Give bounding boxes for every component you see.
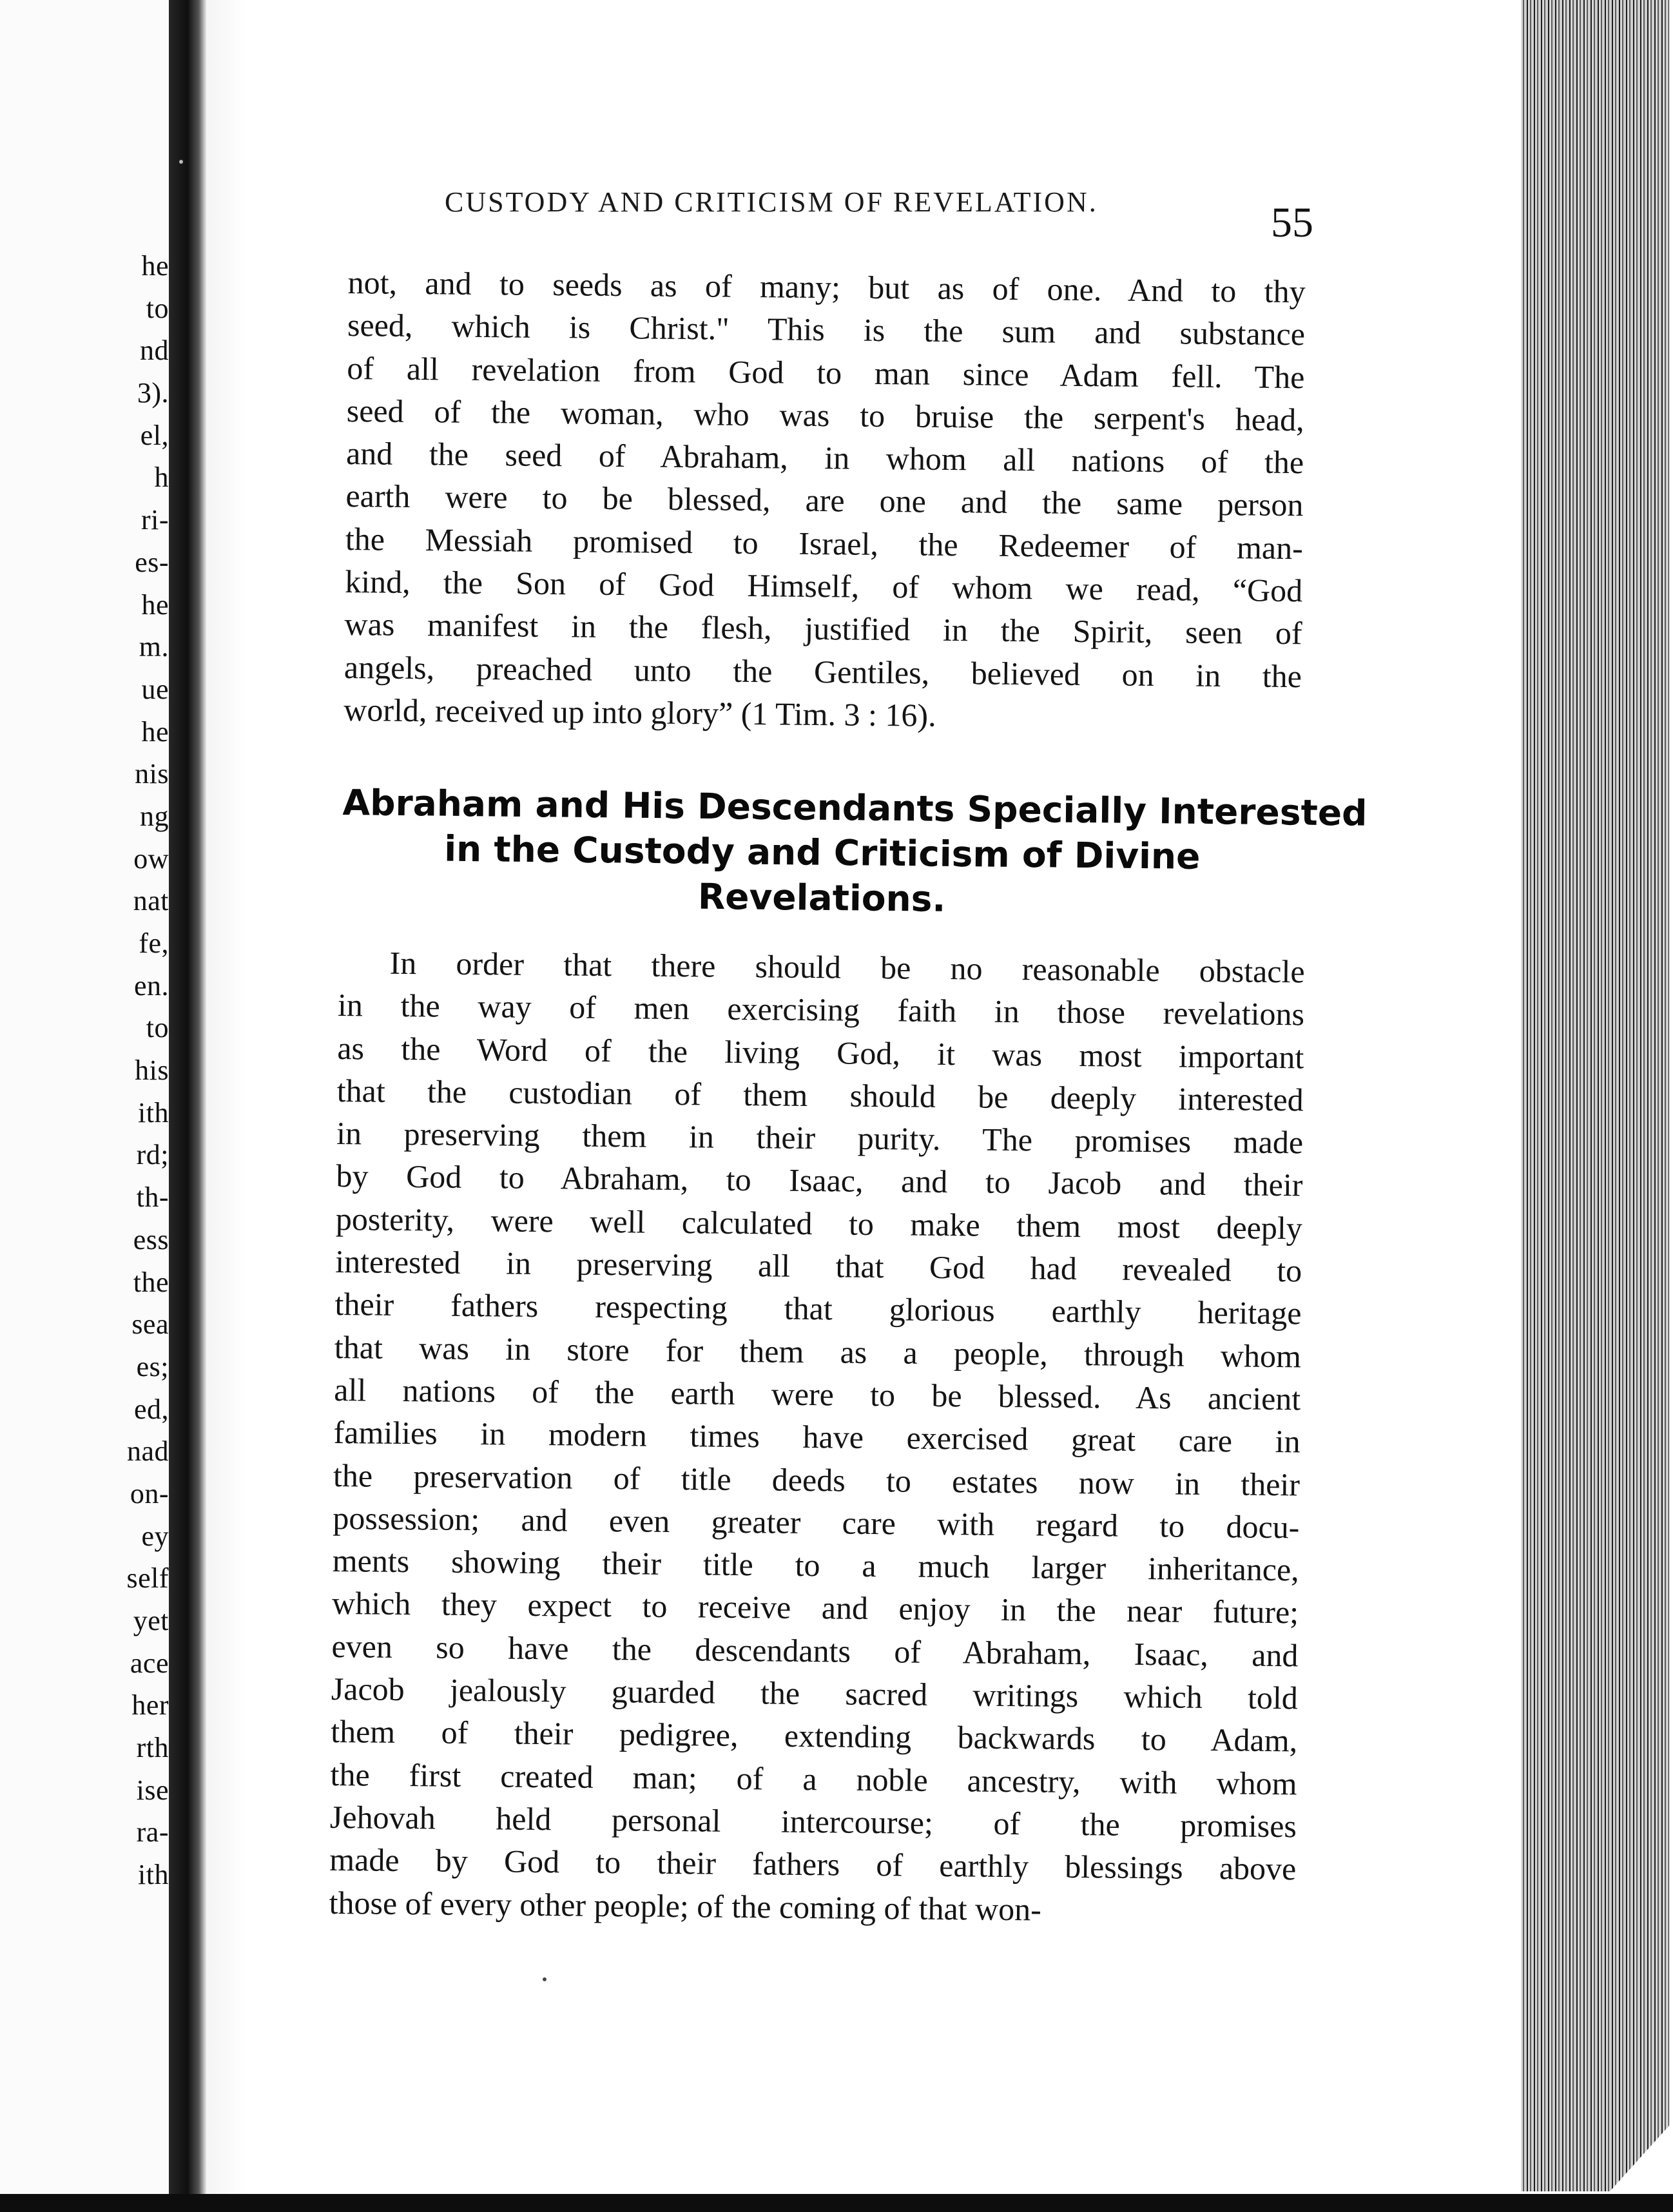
facing-page-fragment: ace — [130, 1647, 169, 1679]
text-line: earth were to be blessed, are one and the same person — [345, 478, 1304, 523]
text-line: and the seed of Abraham, in whom all nations of the — [345, 435, 1304, 481]
text-line: by God to Abraham, to Isaac, and to Jacob and their — [336, 1158, 1303, 1203]
text-line: seed of the woman, who was to bruise the serpent's head, — [346, 392, 1304, 438]
text-line: in preserving them in their purity. The promises made — [336, 1115, 1304, 1161]
facing-page-fragment: he — [141, 588, 169, 621]
text-line: Jacob jealously guarded the sacred writings which told — [331, 1670, 1299, 1716]
scan-bottom-border — [0, 2194, 1673, 2212]
text-line: possession; and even greater care with regard to docu- — [333, 1499, 1300, 1546]
facing-page-fragment: h — [154, 461, 169, 494]
facing-page-fragment: he — [141, 715, 169, 748]
text-line: seed, which is Christ." This is the sum and substance — [347, 307, 1306, 353]
facing-page-fragment: ri- — [140, 504, 169, 536]
facing-page-fragment: he — [141, 250, 169, 282]
text-line: Jehovah held personal intercourse; of the promises — [329, 1798, 1297, 1845]
facing-page-fragment: his — [135, 1054, 169, 1087]
facing-page-fragment: 3). — [137, 377, 169, 409]
running-head: CUSTODY AND CRITICISM OF REVELATION. — [445, 186, 1098, 218]
facing-page-fragment: nad — [126, 1435, 169, 1468]
facing-page-fragment: rd; — [136, 1139, 169, 1171]
facing-page-fragment: self — [126, 1562, 169, 1595]
facing-page-fragment: ise — [136, 1774, 169, 1806]
facing-page-fragment: th- — [136, 1181, 169, 1214]
main-paragraph — [329, 941, 1305, 1933]
facing-page-fragment: ue — [141, 673, 169, 705]
facing-page-fragment: ith — [138, 1096, 169, 1129]
facing-page-fragment: yet — [133, 1605, 169, 1636]
scan-speck — [179, 160, 183, 164]
text-line: the preservation of title deeds to estates now in their — [333, 1457, 1301, 1502]
text-line: that was in store for them as a people, through whom — [334, 1328, 1302, 1375]
text-line: interested in preserving all that God had revealed to — [334, 1243, 1302, 1289]
facing-page-fragment: nd — [140, 335, 169, 367]
facing-page-edge — [0, 0, 169, 2212]
text-line: them of their pedigree, extending backwards to Adam, — [330, 1713, 1298, 1759]
facing-page-fragment: to — [146, 1012, 169, 1044]
facing-page-fragment: sea — [131, 1308, 169, 1341]
facing-page-fragment: ow — [133, 842, 169, 875]
facing-page-fragment: ess — [133, 1223, 169, 1256]
facing-page-text-fragments — [0, 245, 169, 1934]
facing-page-fragment: to — [146, 292, 169, 324]
text-line: made by God to their fathers of earthly blessings above — [329, 1841, 1297, 1887]
facing-page-fragment: rth — [136, 1732, 169, 1764]
facing-page-fragment: en. — [133, 969, 169, 1002]
text-line: posterity, were well calculated to make them most deeply — [335, 1200, 1303, 1247]
facing-page-fragment: fe, — [139, 927, 169, 959]
facing-page-fragment: es; — [136, 1350, 169, 1382]
top-paragraph — [343, 261, 1306, 740]
text-line: of all revelation from God to man since Adam fell. The — [347, 349, 1305, 395]
page-number: 55 — [1271, 199, 1313, 246]
section-heading — [342, 780, 1368, 926]
facing-page-fragment: ra- — [136, 1816, 169, 1848]
scan-speck — [543, 1977, 546, 1981]
facing-page-fragment: the — [133, 1266, 169, 1298]
text-line: In order that there should be no reasonable obstacle — [389, 944, 1305, 990]
text-line: ments showing their title to a much larger inheritance, — [332, 1542, 1299, 1588]
text-line: angels, preached unto the Gentiles, believed on in the — [343, 648, 1302, 694]
facing-page-fragment: es- — [135, 546, 169, 578]
text-line: even so have the descendants of Abraham, Isaac, and — [331, 1627, 1299, 1674]
text-line: world, received up into glory” (1 Tim. 3 : 16). — [343, 691, 936, 733]
facing-page-fragment: el, — [140, 419, 169, 451]
facing-page-fragment: her — [131, 1689, 169, 1722]
text-line: was manifest in the flesh, justified in the Spirit, seen of — [344, 606, 1302, 652]
text-line: their fathers respecting that glorious earthly heritage — [334, 1286, 1302, 1332]
facing-page-fragment: nat — [133, 885, 169, 917]
facing-page-fragment: ey — [141, 1520, 169, 1552]
book-gutter — [169, 0, 206, 2212]
page-fore-edge — [1521, 0, 1669, 2191]
text-line: families in modern times have exercised great care in — [333, 1414, 1301, 1460]
text-line: not, and to seeds as of many; but as of one. And to thy — [347, 264, 1306, 310]
heading-line: Revelations. — [697, 875, 946, 920]
facing-page-fragment: ng — [140, 800, 169, 832]
text-line: all nations of the earth were to be blessed. As ancient — [334, 1371, 1301, 1417]
text-line: which they expect to receive and enjoy in the near future; — [331, 1585, 1299, 1631]
facing-page-fragment: ith — [138, 1859, 169, 1891]
text-line: kind, the Son of God Himself, of whom we read, “God — [344, 563, 1303, 609]
facing-page-fragment: on- — [130, 1477, 169, 1509]
text-line: the Messiah promised to Israel, the Redeemer of man- — [345, 520, 1304, 567]
text-line: as the Word of the living God, it was most important — [337, 1029, 1304, 1075]
text-line: that the custodian of them should be deeply interested — [336, 1072, 1304, 1118]
text-line: those of every other people; of the coming of that won- — [329, 1884, 1042, 1928]
heading-line: Abraham and His Descendants Specially Interested — [342, 781, 1368, 834]
facing-page-fragment: nis — [135, 758, 169, 790]
facing-page-fragment: m. — [139, 631, 169, 663]
text-line: in the way of men exercising faith in those revelations — [337, 987, 1305, 1033]
heading-line: in the Custody and Criticism of Divine — [443, 828, 1201, 877]
text-line: the first created man; of a noble ancestry, with whom — [330, 1756, 1297, 1801]
facing-page-fragment: ed, — [133, 1393, 169, 1425]
